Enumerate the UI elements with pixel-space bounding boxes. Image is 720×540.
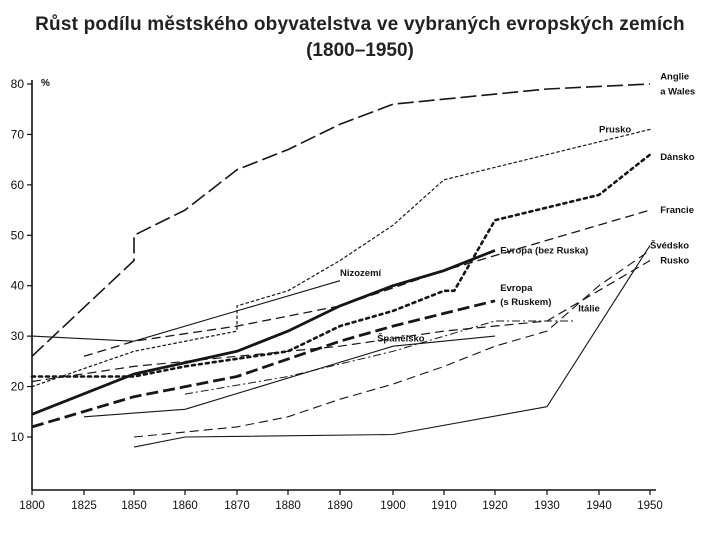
y-tick-label: 70: [10, 127, 24, 142]
series-labels: [340, 71, 695, 344]
series-line-dansko: [32, 155, 650, 377]
series-line-anglie-a-wales: [32, 84, 650, 356]
y-axis-unit: %: [41, 78, 50, 89]
chart-series: [32, 84, 650, 447]
x-tick-label: 1880: [275, 500, 301, 512]
x-tick-label: 1930: [534, 500, 560, 512]
y-tick-label: 10: [10, 430, 24, 444]
x-tick-label: 1800: [19, 500, 45, 512]
series-label: Evropa: [500, 283, 533, 295]
series-label: Nizozemí: [340, 268, 382, 280]
series-line-prusko: [32, 129, 650, 386]
y-tick-label: 60: [10, 177, 24, 192]
x-tick-label: 1900: [380, 500, 406, 512]
y-tick-label: 20: [10, 379, 24, 394]
y-tick-label: 80: [10, 77, 24, 91]
series-line-evropa-s-ruskem: [32, 301, 495, 427]
series-label: (s Ruskem): [500, 296, 552, 308]
x-tick-label: 1860: [172, 500, 198, 512]
series-label: Dánsko: [660, 152, 695, 164]
x-tick-label: 1870: [224, 500, 250, 512]
series-label: Anglie: [660, 71, 690, 83]
x-tick-label: 1850: [121, 500, 147, 512]
x-tick-label: 1825: [71, 500, 97, 512]
chart-subtitle: (1800–1950): [306, 40, 414, 61]
x-tick-label: 1910: [431, 500, 457, 512]
x-tick-label: 1890: [327, 500, 353, 512]
series-label: Evropa (bez Ruska): [500, 245, 589, 257]
y-tick-label: 50: [10, 228, 24, 243]
y-tick-label: 40: [10, 278, 24, 293]
x-tick-label: 1920: [482, 500, 508, 512]
chart-title: Růst podílu městského obyvatelstva ve vybraných evropských zemích: [35, 14, 685, 35]
series-label: Rusko: [660, 255, 690, 267]
series-label: Itálie: [578, 303, 600, 315]
series-line-evropa-bez-ruska: [32, 250, 495, 414]
y-tick-label: 30: [10, 329, 24, 344]
series-line-series-11: [84, 336, 495, 417]
series-label: Prusko: [599, 124, 632, 136]
series-line-nizozemi: [32, 281, 340, 342]
series-label: a Wales: [660, 86, 696, 98]
chart-axes: [11, 77, 663, 512]
series-label: Francie: [660, 205, 694, 217]
x-tick-label: 1940: [586, 500, 612, 512]
series-label: Švédsko: [650, 240, 690, 252]
series-label: Španělsko: [377, 333, 425, 345]
x-tick-label: 1950: [637, 500, 663, 512]
